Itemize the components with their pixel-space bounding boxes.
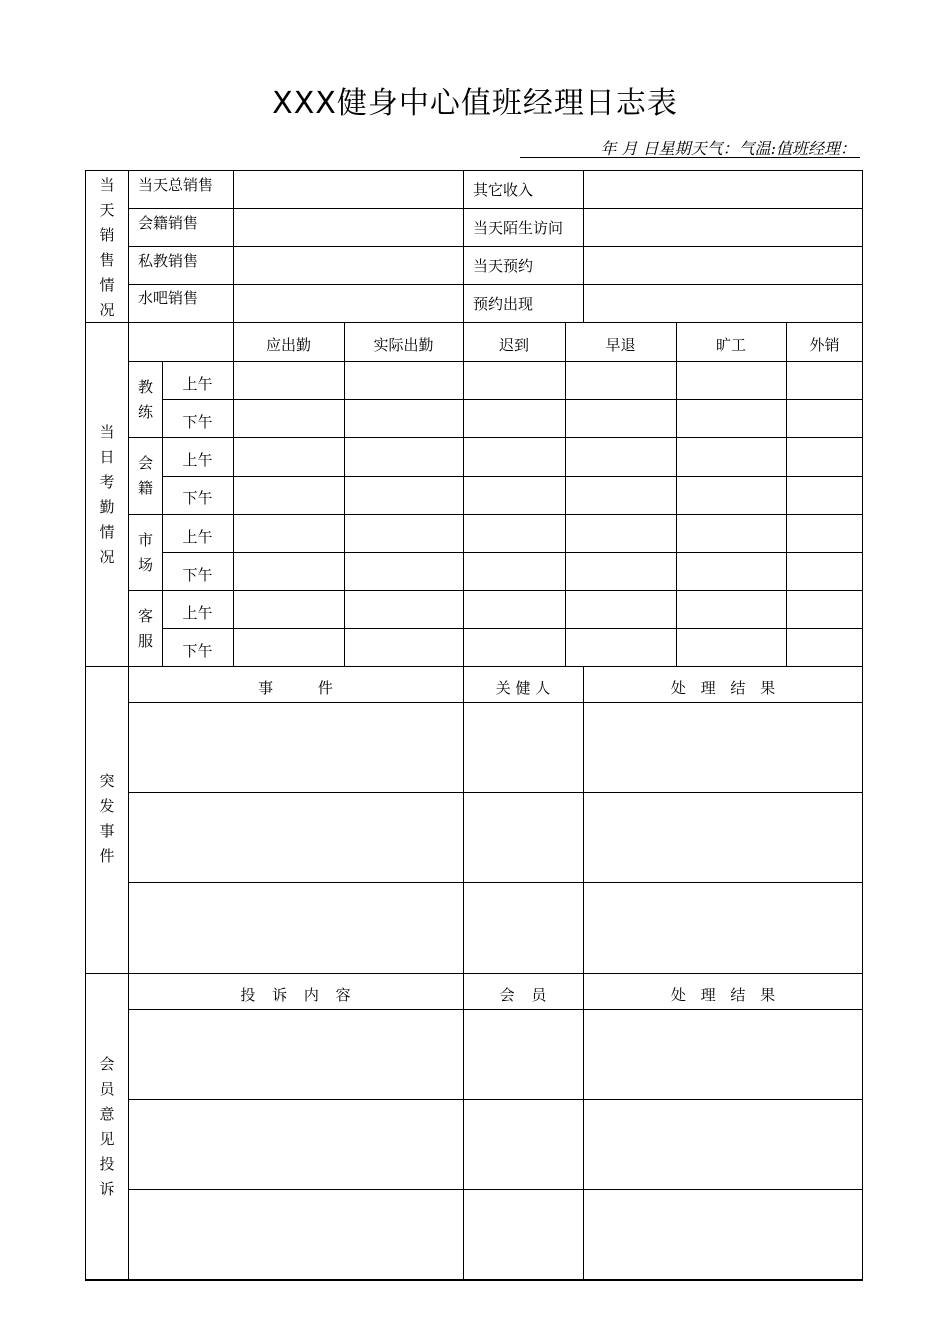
complaints-col-member: 会 员 — [499, 986, 547, 1004]
incidents-col-key-person: 关 健 人 — [495, 679, 551, 697]
attendance-group-label: 会籍 — [137, 454, 153, 497]
sales-value-appointments[interactable] — [584, 247, 862, 283]
complaints-entry-area[interactable] — [129, 1010, 862, 1278]
sales-label-walk-in-visits: 当天陌生访问 — [473, 219, 564, 237]
attendance-group-membership — [129, 451, 162, 501]
complaints-section-label-text: 会员意见投诉 — [99, 1055, 115, 1198]
sales-label-appointments-shown: 预约出现 — [473, 295, 534, 313]
incidents-section-label-text: 突发事件 — [99, 772, 115, 865]
sales-label-total: 当天总销售 — [138, 176, 214, 194]
incidents-col-event: 事 件 — [258, 679, 333, 697]
complaints-col-result: 处 理 结 果 — [670, 986, 776, 1004]
attendance-group-label: 客服 — [137, 607, 153, 650]
sales-value-other-income[interactable] — [584, 171, 862, 207]
sales-section-label — [90, 173, 124, 323]
shift-label-am: 上午 — [182, 375, 213, 393]
attendance-group-customer-service — [129, 604, 162, 654]
sales-value-personal-training[interactable] — [234, 247, 462, 283]
section-line — [85, 973, 863, 974]
attendance-entry-grid[interactable] — [234, 362, 862, 665]
complaints-section-label — [90, 1052, 124, 1202]
header-info-line[interactable]: 年 月 日星期天气：气温:值班经理： — [520, 136, 860, 158]
shift-label-pm: 下午 — [182, 413, 213, 431]
sales-label-membership: 会籍销售 — [138, 214, 199, 232]
incidents-entry-area[interactable] — [129, 703, 862, 972]
section-line — [85, 666, 863, 667]
sales-label-personal-training: 私教销售 — [138, 252, 199, 270]
shift-label-am: 上午 — [182, 604, 213, 622]
sales-label-other-income: 其它收入 — [473, 181, 534, 199]
incidents-col-result: 处 理 结 果 — [670, 679, 776, 697]
page-title: XXX健身中心值班经理日志表 — [272, 86, 678, 121]
attendance-group-coach — [129, 375, 162, 425]
section-line — [85, 322, 863, 323]
attendance-col-late: 迟到 — [498, 336, 529, 354]
attendance-group-label: 市场 — [137, 531, 153, 574]
attendance-col-actual: 实际出勤 — [373, 336, 434, 354]
shift-label-pm: 下午 — [182, 566, 213, 584]
sales-value-membership[interactable] — [234, 209, 462, 245]
attendance-col-expected: 应出勤 — [265, 336, 311, 354]
sales-value-water-bar[interactable] — [234, 285, 462, 321]
shift-label-pm: 下午 — [182, 642, 213, 660]
shift-label-am: 上午 — [182, 528, 213, 546]
attendance-col-absent: 旷工 — [715, 336, 746, 354]
sales-label-water-bar: 水吧销售 — [138, 289, 199, 307]
sales-value-total[interactable] — [234, 171, 462, 207]
attendance-col-early-leave: 早退 — [605, 336, 636, 354]
attendance-group-label: 教练 — [137, 378, 153, 421]
table-bottom-line — [85, 1279, 863, 1281]
sales-label-appointments: 当天预约 — [473, 257, 534, 275]
attendance-col-outside-sales: 外销 — [809, 336, 840, 354]
sales-value-appointments-shown[interactable] — [584, 285, 862, 321]
sales-value-walk-in-visits[interactable] — [584, 209, 862, 245]
complaints-col-content: 投 诉 内 容 — [240, 986, 351, 1004]
incidents-section-label — [90, 769, 124, 869]
shift-label-pm: 下午 — [182, 489, 213, 507]
attendance-section-label-text: 当日考勤情况 — [99, 423, 115, 566]
sales-section-label-text: 当天销售情况 — [99, 176, 115, 319]
shift-label-am: 上午 — [182, 451, 213, 469]
attendance-group-marketing — [129, 528, 162, 578]
attendance-section-label — [90, 420, 124, 570]
